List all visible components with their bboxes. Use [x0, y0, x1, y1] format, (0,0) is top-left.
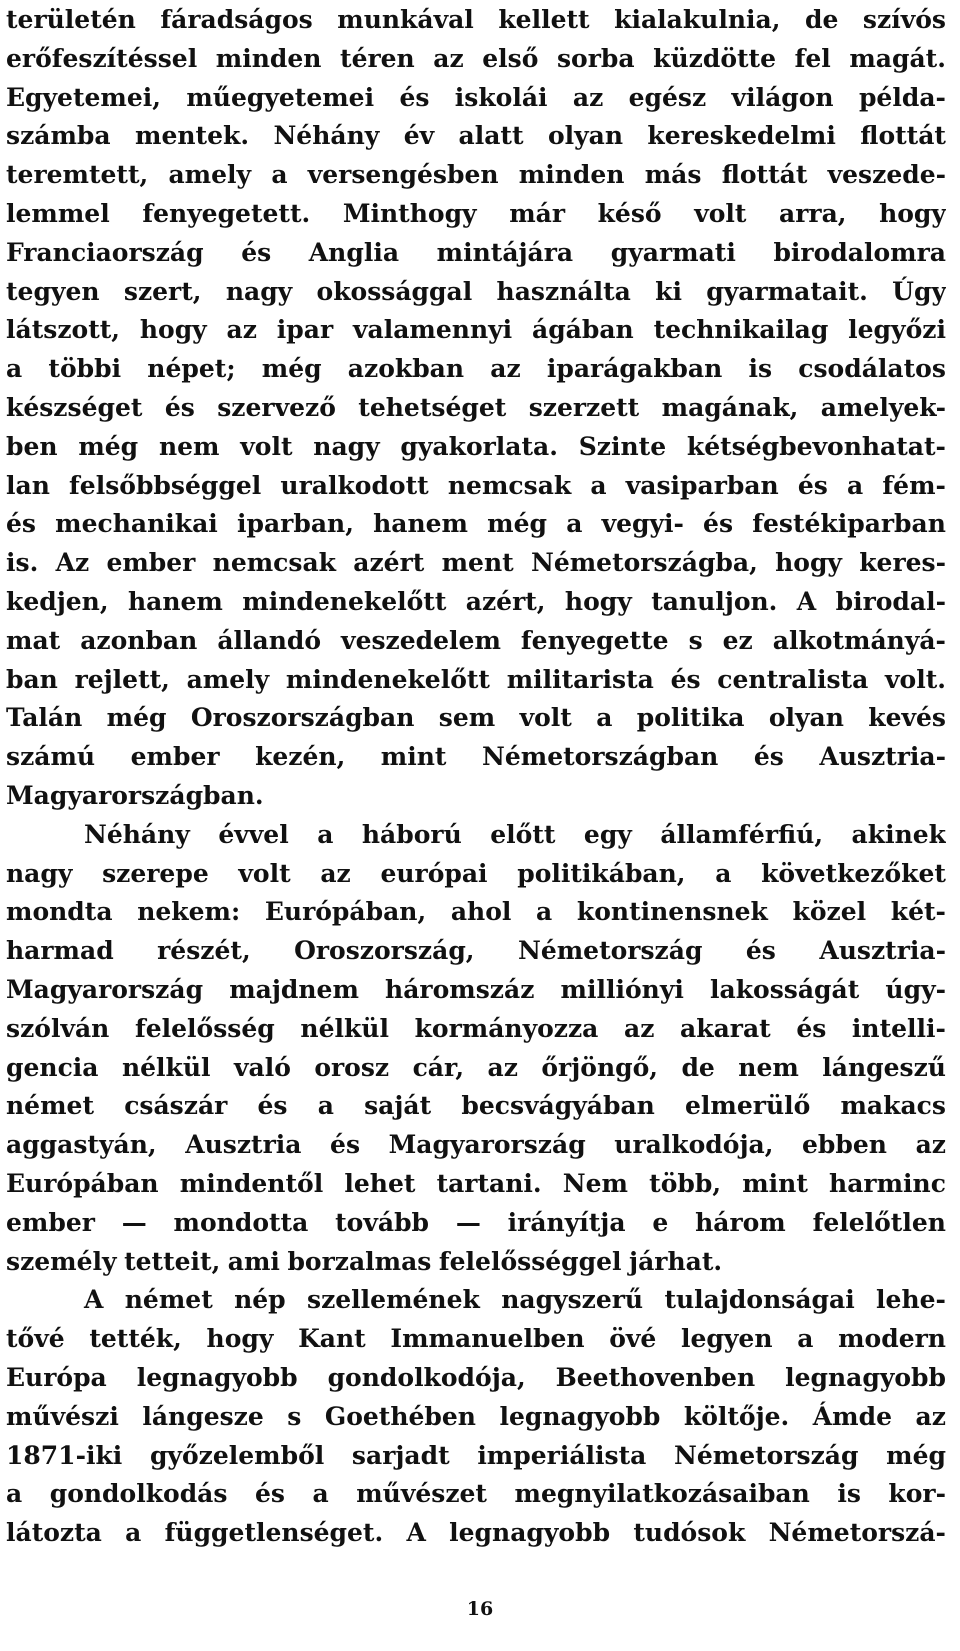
text-line: tővé tették, hogy Kant Immanuelben övé legyen a modern — [6, 1324, 946, 1354]
text-line: erőfeszítéssel minden téren az első sorba küzdötte fel magát. — [6, 43, 946, 73]
text-line: Európában mindentől lehet tartani. Nem több, mint harminc — [6, 1169, 946, 1198]
text-line: lemmel fenyegetett. Minthogy már késő volt arra, hogy — [6, 199, 946, 228]
text-line: ban rejlett, amely mindenekelőtt militarista és centralista volt. — [6, 664, 946, 694]
text-line: nagy szerepe volt az európai politikában, a következőket — [6, 858, 946, 888]
text-line: Magyarországban. — [6, 781, 264, 810]
text-line: lan felsőbbséggel uralkodott nemcsak a vasiparban és a fém- — [6, 470, 946, 500]
text-line: tegyen szert, nagy okossággal használta ki gyarmatait. Úgy — [6, 276, 946, 306]
text-line: Talán még Oroszországban sem volt a politika olyan kevés — [6, 703, 946, 733]
text-line: számba mentek. Néhány év alatt olyan kereskedelmi flottát — [6, 121, 946, 151]
text-line: Egyetemei, műegyetemei és iskolái az egész világon példa- — [6, 82, 946, 112]
text-line: és mechanikai iparban, hanem még a vegyi- és festékiparban — [6, 509, 946, 539]
text-line: Európa legnagyobb gondolkodója, Beethovenben legnagyobb — [6, 1363, 946, 1392]
text-line: területén fáradságos munkával kellett kialakulnia, de szívós — [6, 5, 946, 34]
page-number: 16 — [466, 1598, 494, 1620]
text-line: kedjen, hanem mindenekelőtt azért, hogy tanuljon. A birodal- — [6, 587, 946, 616]
text-line: teremtett, amely a versengésben minden más flottát veszede- — [6, 160, 946, 190]
text-line: készséget és szervező tehetséget szerzett magának, amelyek- — [6, 393, 946, 422]
text-line: harmad részét, Oroszország, Németország és Ausztria- — [6, 936, 946, 966]
text-line: mondta nekem: Európában, ahol a kontinensnek közel két- — [6, 897, 946, 927]
text-line: látozta a függetlenséget. A legnagyobb tudósok Németorszá- — [6, 1518, 946, 1548]
text-line: a többi népet; még azokban az iparágakban is csodálatos — [6, 354, 946, 384]
text-line: számú ember kezén, mint Németországban és Ausztria- — [6, 742, 946, 772]
text-line: is. Az ember nemcsak azért ment Németországba, hogy keres- — [6, 548, 946, 578]
text-line: ben még nem volt nagy gyakorlata. Szinte kétségbevonhatat- — [6, 431, 946, 461]
text-line: személy tetteit, ami borzalmas felelősséggel járhat. — [6, 1246, 723, 1276]
text-line: látszott, hogy az ipar valamennyi ágában technikailag legyőzi — [6, 315, 946, 345]
text-line: szólván felelősség nélkül kormányozza az akarat és intelli- — [6, 1013, 946, 1043]
text-line: aggastyán, Ausztria és Magyarország uralkodója, ebben az — [6, 1130, 946, 1160]
text-line: mat azonban állandó veszedelem fenyegette s ez alkotmányá- — [6, 625, 946, 655]
text-line: Néhány évvel a háború előtt egy államférfiú, akinek — [84, 819, 946, 849]
text-line: gencia nélkül való orosz cár, az őrjöngő, de nem lángeszű — [6, 1052, 946, 1082]
text-line: művészi lángesze s Goethében legnagyobb költője. Ámde az — [6, 1401, 946, 1431]
text-line: a gondolkodás és a művészet megnyilatkozásaiban is kor- — [6, 1479, 946, 1509]
text-line: Franciaország és Anglia mintájára gyarmati birodalomra — [6, 237, 946, 267]
text-line: ember — mondotta tovább — irányítja e három felelőtlen — [6, 1207, 946, 1237]
text-line: Magyarország majdnem háromszáz milliónyi lakosságát úgy- — [6, 975, 946, 1004]
text-line: A német nép szellemének nagyszerű tulajdonságai lehe- — [84, 1285, 946, 1315]
text-line: német császár és a saját becsvágyában elmerülő makacs — [6, 1091, 946, 1121]
text-line: 1871-iki győzelemből sarjadt imperiálista Németország még — [6, 1440, 946, 1470]
